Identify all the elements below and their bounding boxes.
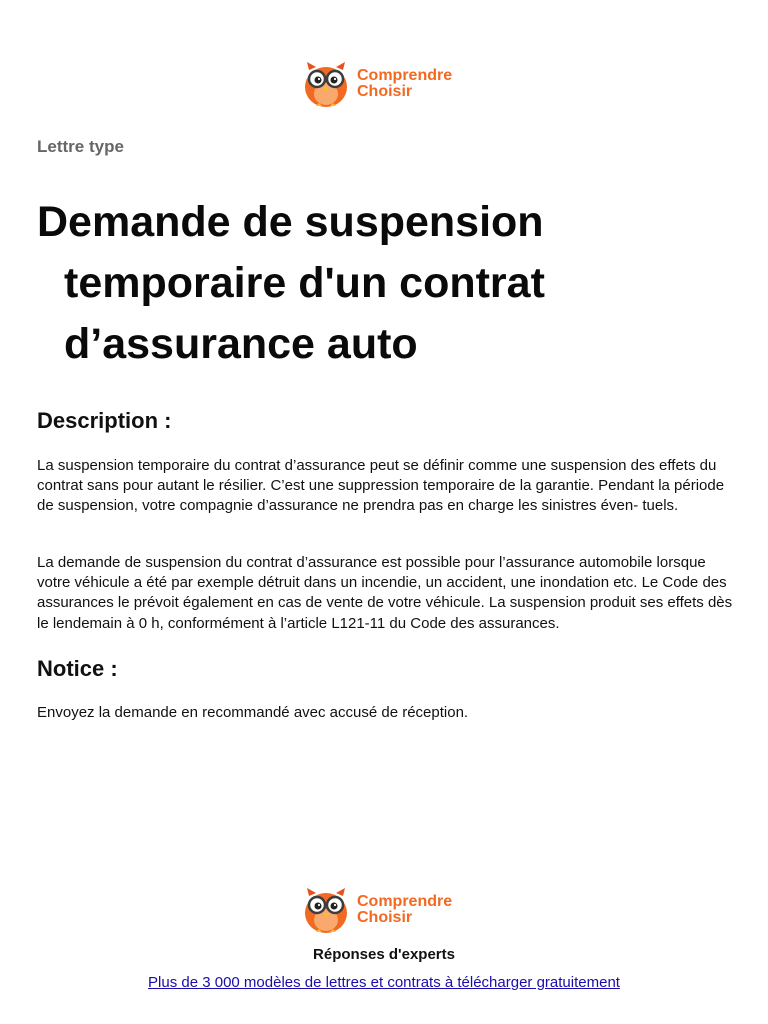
notice-heading: Notice : [37,656,118,681]
footer-link-container [0,974,768,991]
owl-icon [303,886,349,934]
footer-brand-line-1: Comprendre [357,893,453,910]
brand-line-2: Choisir [357,83,413,100]
title-line-2: temporaire d'un contrat [64,259,545,307]
title-line-3: d’assurance auto [64,320,418,368]
footer-brand-line-2: Choisir [357,909,413,926]
brand-logo [303,60,452,108]
description-paragraph-2: La demande de suspension du contrat d’assurance est possible pour l’assurance automobile lorsque votre véhicule a été par exemple détruit dans un incendie, un accident, une inondation etc. Le Code des assurances le prévoit également en cas de vente de votre véhicule. La suspension produit ses effets dès le lendemain à 0 h, conformément à l’article L121-11 du Code des assurances. [37,554,733,632]
owl-icon [303,60,349,108]
footer-brand-logo [303,886,452,934]
templates-download-link[interactable]: Plus de 3 000 modèles de lettres et contrats à télécharger gratuitement [148,974,620,991]
document-kicker: Lettre type [37,137,124,156]
brand-line-1: Comprendre [357,67,453,84]
footer-tagline: Réponses d'experts [313,946,455,963]
footer-brand-wordmark [357,894,452,926]
brand-wordmark [357,68,452,100]
title-line-1: Demande de suspension [37,198,544,246]
notice-text: Envoyez la demande en recommandé avec accusé de réception. [37,704,469,721]
page-title [37,192,737,375]
description-heading: Description : [37,408,172,433]
description-paragraph-1: La suspension temporaire du contrat d’assurance peut se définir comme une suspension des effets du contrat sans pour autant le résilier. C’est une suppression temporaire de la garantie. Pendant la période de suspension, votre compagnie d’assurance ne prendra pas en charge les sinistres éven- tuels. [37,457,725,515]
